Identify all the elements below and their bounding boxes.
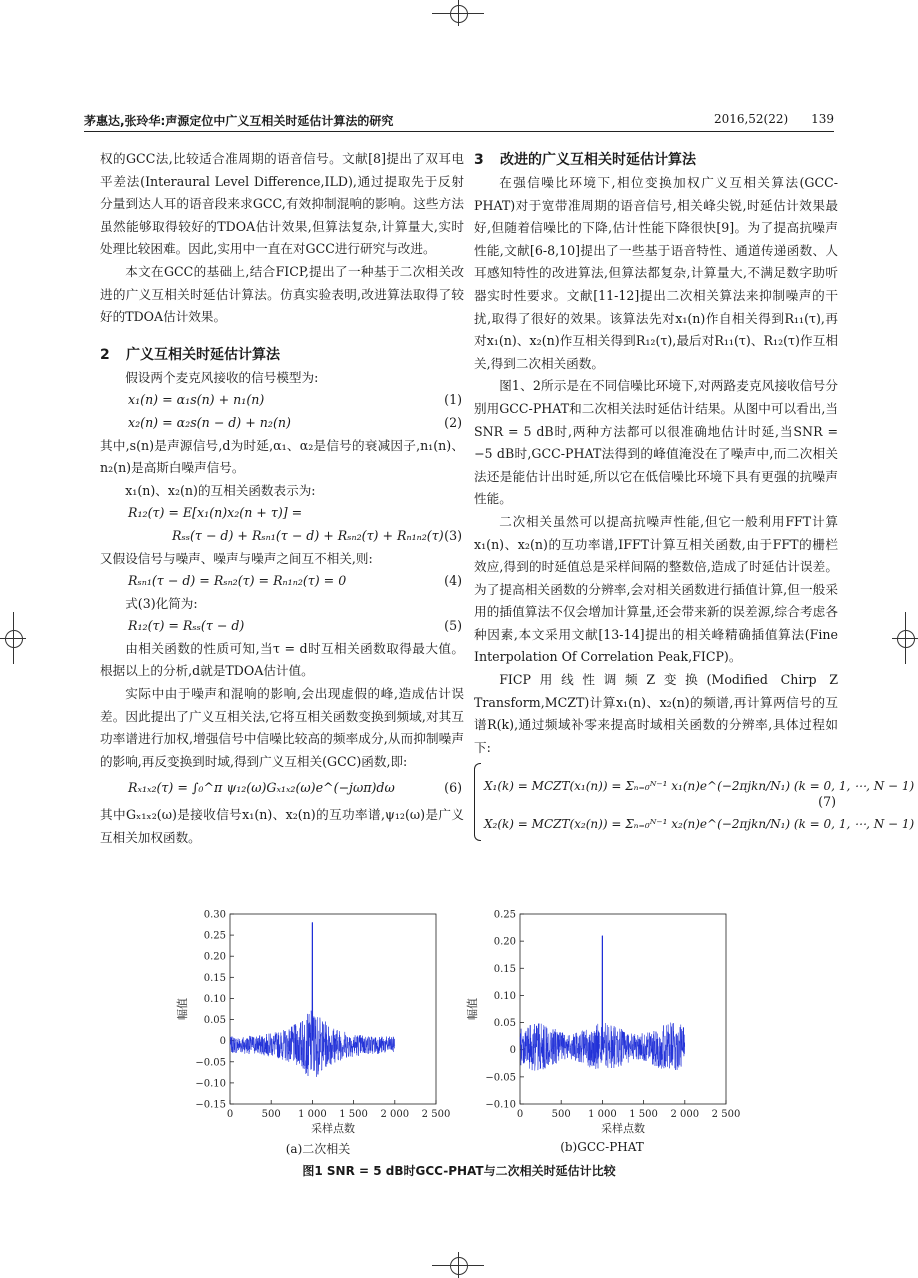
y-axis-label: 幅值 <box>176 998 189 1020</box>
subfigure-caption-b: (b)GCC-PHAT <box>560 1140 644 1154</box>
y-tick-label: 0.20 <box>203 951 226 963</box>
y-tick-label: −0.10 <box>195 1078 226 1090</box>
paragraph: 二次相关虽然可以提高抗噪声性能,但它一般利用FFT计算x₁(n)、x₂(n)的互功率谱,IFFT计算互相关函数,由于FFT的栅栏效应,得到的时延值总是采样间隔的整数倍,造成了时延估计误差。为了提高相关函数的分辨率,会对相关函数进行插值计算,但一般采用的插值算法不仅会增加计算量,还会带来新的误差源,综合考虑各种因素,本文采用文献[13-14]提出的相关峰精确插值算法(Fine Interpolation Of Correlation Peak,FICP)。 <box>474 513 838 665</box>
x-tick-label: 1 500 <box>339 1109 368 1120</box>
y-tick-label: 0 <box>509 1045 516 1057</box>
header-journal-info <box>714 112 834 126</box>
y-tick-label: −0.10 <box>485 1099 516 1111</box>
right-column <box>474 148 915 847</box>
y-tick-label: −0.05 <box>195 1057 226 1069</box>
x-tick-label: 2 500 <box>711 1109 741 1120</box>
paragraph: 由相关函数的性质可知,当τ = d时互相关函数取得最大值。根据以上的分析,d就是TDOA估计值。 <box>100 640 464 679</box>
header-authors-title: 茅惠达,张玲华:声源定位中广义互相关时延估计算法的研究 <box>84 114 394 128</box>
paragraph: x₁(n)、x₂(n)的互相关函数表示为: <box>125 482 316 498</box>
equation-number: (4) <box>444 573 462 589</box>
equation-6 <box>100 777 464 800</box>
paragraph: 实际中由于噪声和混响的影响,会出现虚假的峰,造成估计误差。因此提出了广义互相关法,它将互相关函数变换到频域,对其互功率谱进行加权,增强信号中信噪比较高的频率成分,从而抑制噪声的影响,再反变换到时域,得到广义互相关(GCC)函数,即: <box>100 686 464 769</box>
equation-7b: X₂(k) = MCZT(x₂(n)) = Σₙ₌₀ᴺ⁻¹ x₂(n)e^(−2πjkn/N₁) (k = 0, 1, ⋯, N − 1) <box>484 817 915 832</box>
y-tick-label: 0.10 <box>203 993 226 1005</box>
y-tick-label: 0.15 <box>203 972 226 984</box>
equation-text: R₁₂(τ) = E[x₁(n)x₂(n + τ)] = <box>128 505 303 521</box>
registration-mark-right <box>892 612 918 664</box>
running-header <box>84 112 834 130</box>
x-tick-label: 1 000 <box>298 1109 327 1120</box>
y-tick-label: 0 <box>219 1036 226 1048</box>
left-column <box>100 148 464 849</box>
registration-mark-bottom <box>432 1252 484 1278</box>
chart-svg <box>440 909 750 1136</box>
chart-gcc-phat <box>440 909 750 1136</box>
x-tick-label: 2 500 <box>421 1109 451 1120</box>
equation-number: (5) <box>444 618 462 634</box>
y-tick-label: 0.25 <box>203 930 226 942</box>
paragraph: 图1、2所示是在不同信噪比环境下,对两路麦克风接收信号分别用GCC-PHAT和二次相关法时延估计结果。从图中可以看出,当SNR = 5 dB时,两种方法都可以很准确地估计时延,当SNR = −5 dB时,GCC-PHAT法得到的峰值淹没在了噪声中,而二次相关法还是能估计出时延,所以它在低信噪比环境下具有更强的抗噪声性能。 <box>474 378 838 507</box>
equation-7a: X₁(k) = MCZT(x₁(n)) = Σₙ₌₀ᴺ⁻¹ x₁(n)e^(−2πjkn/N₁) (k = 0, 1, ⋯, N − 1) <box>484 779 915 794</box>
paragraph: 权的GCC法,比较适合准周期的语音信号。文献[8]提出了双耳电平差法(Interaural Level Difference,ILD),通过提取先于反射分量到达人耳的语音段来求GCC,有效抑制混响的影响。这些方法虽然能够取得较好的TDOA估计效果,但算法复杂,计算量大,实时处理比较困难。因此,实用中一直在对GCC进行研究与改进。 <box>100 151 464 257</box>
equation-7 <box>474 761 915 843</box>
y-tick-label: 0.10 <box>493 990 516 1002</box>
x-tick-label: 1 500 <box>629 1109 658 1120</box>
paragraph: 在强信噪比环境下,相位变换加权广义互相关算法(GCC-PHAT)对于宽带准周期的语音信号,相关峰尖锐,时延估计效果最好,但随着信噪比的下降,估计性能下降很快[9]。为了提高抗噪声性能,文献[6-8,10]提出了一些基于语音特性、通道传递函数、人耳感知特性的改进算法,但算法都复杂,计算量大,不满足数字助听器实时性要求。文献[11-12]提出二次相关算法来抑制噪声的干扰,取得了很好的效果。该算法先对x₁(n)作自相关得到R₁₁(τ),再对x₁(n)、x₂(n)作互相关得到R₁₂(τ),最后对R₁₁(τ)、R₁₂(τ)作互相关,得到二次相关函数。 <box>474 175 838 371</box>
header-journal: 2016,52(22) <box>713 112 789 126</box>
subfigure-caption-a: (a)二次相关 <box>285 1142 351 1156</box>
section-title: 改进的广义互相关时延估计算法 <box>500 152 696 168</box>
paragraph: 假设两个麦克风接收的信号模型为: <box>125 369 319 385</box>
paragraph: 其中Gₓ₁ₓ₂(ω)是接收信号x₁(n)、x₂(n)的互功率谱,ψ₁₂(ω)是广义互相关加权函数。 <box>100 807 464 845</box>
figure-caption: 图1 SNR = 5 dB时GCC-PHAT与二次相关时延估计比较 <box>302 1164 616 1178</box>
equation-number: (2) <box>444 414 462 430</box>
header-rule <box>84 131 834 132</box>
section-number: 3 <box>474 152 484 168</box>
y-axis-label: 幅值 <box>466 998 479 1020</box>
equation-text: x₁(n) = α₁s(n) + n₁(n) <box>128 392 265 408</box>
paragraph: 其中,s(n)是声源信号,d为时延,α₁、α₂是信号的衰减因子,n₁(n)、n₂(n)是高斯白噪声信号。 <box>100 437 464 476</box>
paragraph: 式(3)化简为: <box>125 595 198 611</box>
equation-text: R₁₂(τ) = Rₛₛ(τ − d) <box>128 618 245 634</box>
x-axis-label: 采样点数 <box>601 1122 645 1135</box>
plot-frame <box>230 914 436 1104</box>
equation-1 <box>100 389 464 412</box>
y-tick-label: 0.20 <box>493 936 516 948</box>
equation-number: (7) <box>818 794 836 810</box>
y-tick-label: 0.05 <box>493 1018 516 1030</box>
x-tick-label: 1 000 <box>588 1109 617 1120</box>
x-tick-label: 500 <box>261 1109 281 1120</box>
y-tick-label: 0.30 <box>203 909 226 921</box>
equation-text: Rₛₙ₁(τ − d) = Rₛₙ₂(τ) = Rₙ₁ₙ₂(τ) = 0 <box>128 573 347 589</box>
x-tick-label: 0 <box>516 1109 524 1120</box>
equation-text: Rₛₛ(τ − d) + Rₛₙ₁(τ − d) + Rₛₙ₂(τ) + Rₙ₁ₙ₂(τ) <box>172 527 444 543</box>
equation-3a <box>100 502 464 525</box>
header-page-number: 139 <box>811 112 834 126</box>
y-tick-label: 0.05 <box>203 1015 226 1027</box>
section-title: 广义互相关时延估计算法 <box>126 346 280 363</box>
registration-mark-top <box>432 0 484 26</box>
y-tick-label: −0.15 <box>195 1099 226 1111</box>
x-tick-label: 0 <box>226 1109 234 1120</box>
equation-3b <box>100 525 464 548</box>
equation-brace <box>474 763 481 841</box>
equation-number: (1) <box>444 392 462 408</box>
paragraph: FICP用线性调频Z变换(Modified Chirp Z Transform,MCZT)计算x₁(n)、x₂(n)的频谱,再计算两信号的互谱R(k),通过频域补零来提高时域相关函数的分辨率,具体过程如下: <box>474 672 838 755</box>
y-tick-label: 0.15 <box>493 963 516 975</box>
chart-quadratic-correlation <box>150 909 460 1136</box>
y-tick-label: 0.25 <box>493 909 516 921</box>
equation-5 <box>100 615 464 638</box>
section-number: 2 <box>100 346 110 363</box>
equation-number: (3) <box>444 527 462 543</box>
paragraph: 本文在GCC的基础上,结合FICP,提出了一种基于二次相关改进的广义互相关时延估计算法。仿真实验表明,改进算法取得了较好的TDOA估计效果。 <box>100 263 464 325</box>
registration-mark-left <box>0 612 26 664</box>
chart-svg <box>150 909 460 1136</box>
x-axis-label: 采样点数 <box>311 1122 355 1135</box>
equation-text: x₂(n) = α₂s(n − d) + n₂(n) <box>128 414 291 430</box>
paragraph: 又假设信号与噪声、噪声与噪声之间互不相关,则: <box>100 550 373 566</box>
section-heading <box>100 343 464 367</box>
equation-text: Rₓ₁ₓ₂(τ) = ∫₀^π ψ₁₂(ω)Gₓ₁ₓ₂(ω)e^(−jωπ)dω <box>128 780 395 796</box>
equation-number: (6) <box>444 780 462 796</box>
x-tick-label: 500 <box>551 1109 571 1120</box>
equation-4 <box>100 570 464 593</box>
y-tick-label: −0.05 <box>485 1072 516 1084</box>
x-tick-label: 2 000 <box>380 1109 410 1120</box>
equation-2 <box>100 412 464 435</box>
section-heading <box>474 148 838 172</box>
plot-frame <box>520 914 726 1104</box>
x-tick-label: 2 000 <box>670 1109 700 1120</box>
